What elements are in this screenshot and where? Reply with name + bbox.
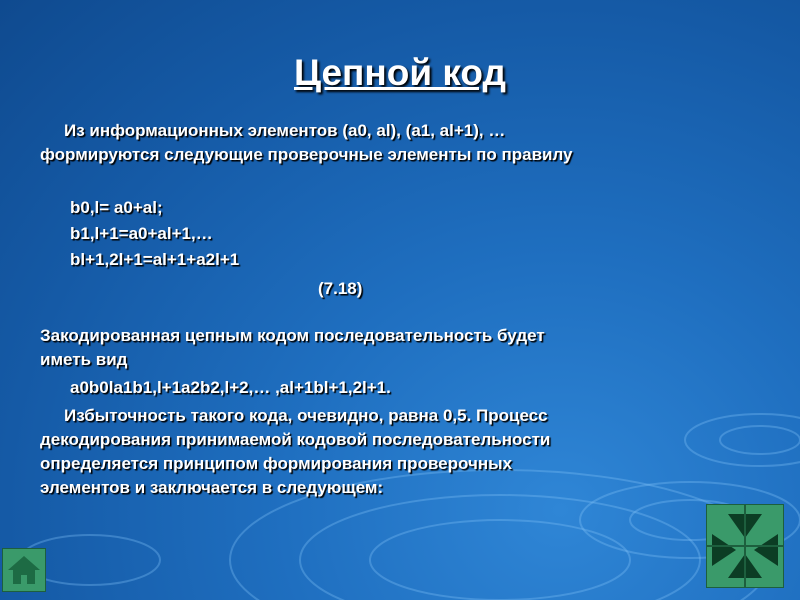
- navigation-arrows-icon[interactable]: [706, 504, 784, 588]
- intro-line-1: Из информационных элементов (a0, al), (a1, al+1), …: [64, 121, 506, 140]
- list-item: [40, 222, 213, 246]
- encoded-paragraph: [40, 324, 760, 372]
- slide-title: Цепной код: [293, 52, 506, 93]
- formula-bl: bl+1,2l+1=al+1+a2l+1: [70, 250, 240, 269]
- formula-b1: b1,l+1=a0+al+1,…: [70, 224, 213, 243]
- equation-number: (7.18): [318, 279, 363, 298]
- encoded-line-2: иметь вид: [40, 350, 128, 369]
- home-icon[interactable]: [2, 548, 46, 592]
- intro-paragraph: [40, 119, 760, 167]
- redundancy-paragraph: [40, 404, 760, 500]
- list-item: [40, 196, 163, 220]
- list-item: [40, 376, 391, 400]
- redundancy-line-2: декодирования принимаемой кодовой последовательности: [40, 430, 551, 449]
- redundancy-line-3: определяется принципом формирования проверочных: [40, 454, 513, 473]
- redundancy-line-4: элементов и заключается в следующем:: [40, 478, 384, 497]
- encoded-line-1: Закодированная цепным кодом последовательность будет: [40, 326, 545, 345]
- redundancy-line-1: Избыточность такого кода, очевидно, равна 0,5. Процесс: [64, 406, 548, 425]
- intro-line-2: формируются следующие проверочные элементы по правилу: [40, 145, 573, 164]
- sequence-formula: a0b0la1b1,l+1a2b2,l+2,… ,al+1bl+1,2l+1.: [70, 378, 391, 397]
- list-item: [40, 248, 239, 272]
- formula-b0: b0,l= a0+al;: [70, 198, 163, 217]
